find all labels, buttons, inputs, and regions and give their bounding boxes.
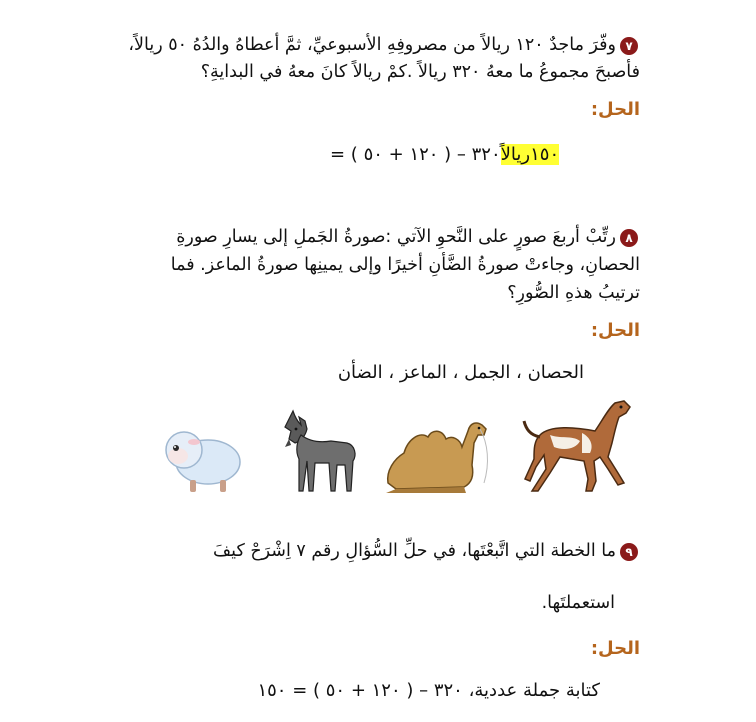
question-9-line-2: استعملتَها. <box>541 593 615 613</box>
question-9-answer: كتابة جملة عددية، ٣٢٠ – ( ١٢٠ + ٥٠ ) = ١٥٠ <box>257 680 600 701</box>
question-7-line-2: فأصبحَ مجموعُ ما معهُ ٣٢٠ ريالاً .كمْ ريالاً كانَ معهُ في البدايةِ؟ <box>200 62 640 82</box>
question-8-line-1: رتِّبْ أربعَ صورٍ على النَّحوِ الآتي :صورةُ الجَملِ إلى يسارِ صورةِ <box>176 227 616 247</box>
question-9-line-1: ما الخطة التي اتَّبعْتَها، في حلِّ السُّؤالِ رقم ٧ اِشْرَحْ كيفَ <box>213 541 616 561</box>
question-number-badge: ٨ <box>620 229 638 247</box>
question-number-badge: ٧ <box>620 37 638 55</box>
goat-image <box>275 403 365 495</box>
solution-label: الحل: <box>590 638 640 659</box>
equation-text: ٣٢٠ – ( ١٢٠ + ٥٠ ) = <box>330 144 501 165</box>
horse-image <box>520 395 640 500</box>
solution-label: الحل: <box>590 320 640 341</box>
question-8-line-2: الحصانِ، وجاءتْ صورةُ الضَّأنِ أخيرًا وإلى يمينِها صورةُ الماعز. فما <box>170 255 640 275</box>
camel-image <box>376 413 496 495</box>
solution-label: الحل: <box>590 99 640 120</box>
question-8-line-3: ترتيبُ هذهِ الصُّورِ؟ <box>507 283 640 303</box>
answer-highlight: ١٥٠ريالاً <box>500 144 560 165</box>
sheep-image <box>150 418 245 496</box>
question-number-badge: ٩ <box>620 543 638 561</box>
question-7-line-1: وفّرَ ماجدٌ ١٢٠ ريالاً من مصروفِهِ الأسبوعيِّ، ثمَّ أعطاهُ والدُهُ ٥٠ ريالاً، <box>128 35 616 55</box>
question-7-equation <box>330 144 559 165</box>
question-8-answer: الحصان ، الجمل ، الماعز ، الضأن <box>337 362 584 383</box>
